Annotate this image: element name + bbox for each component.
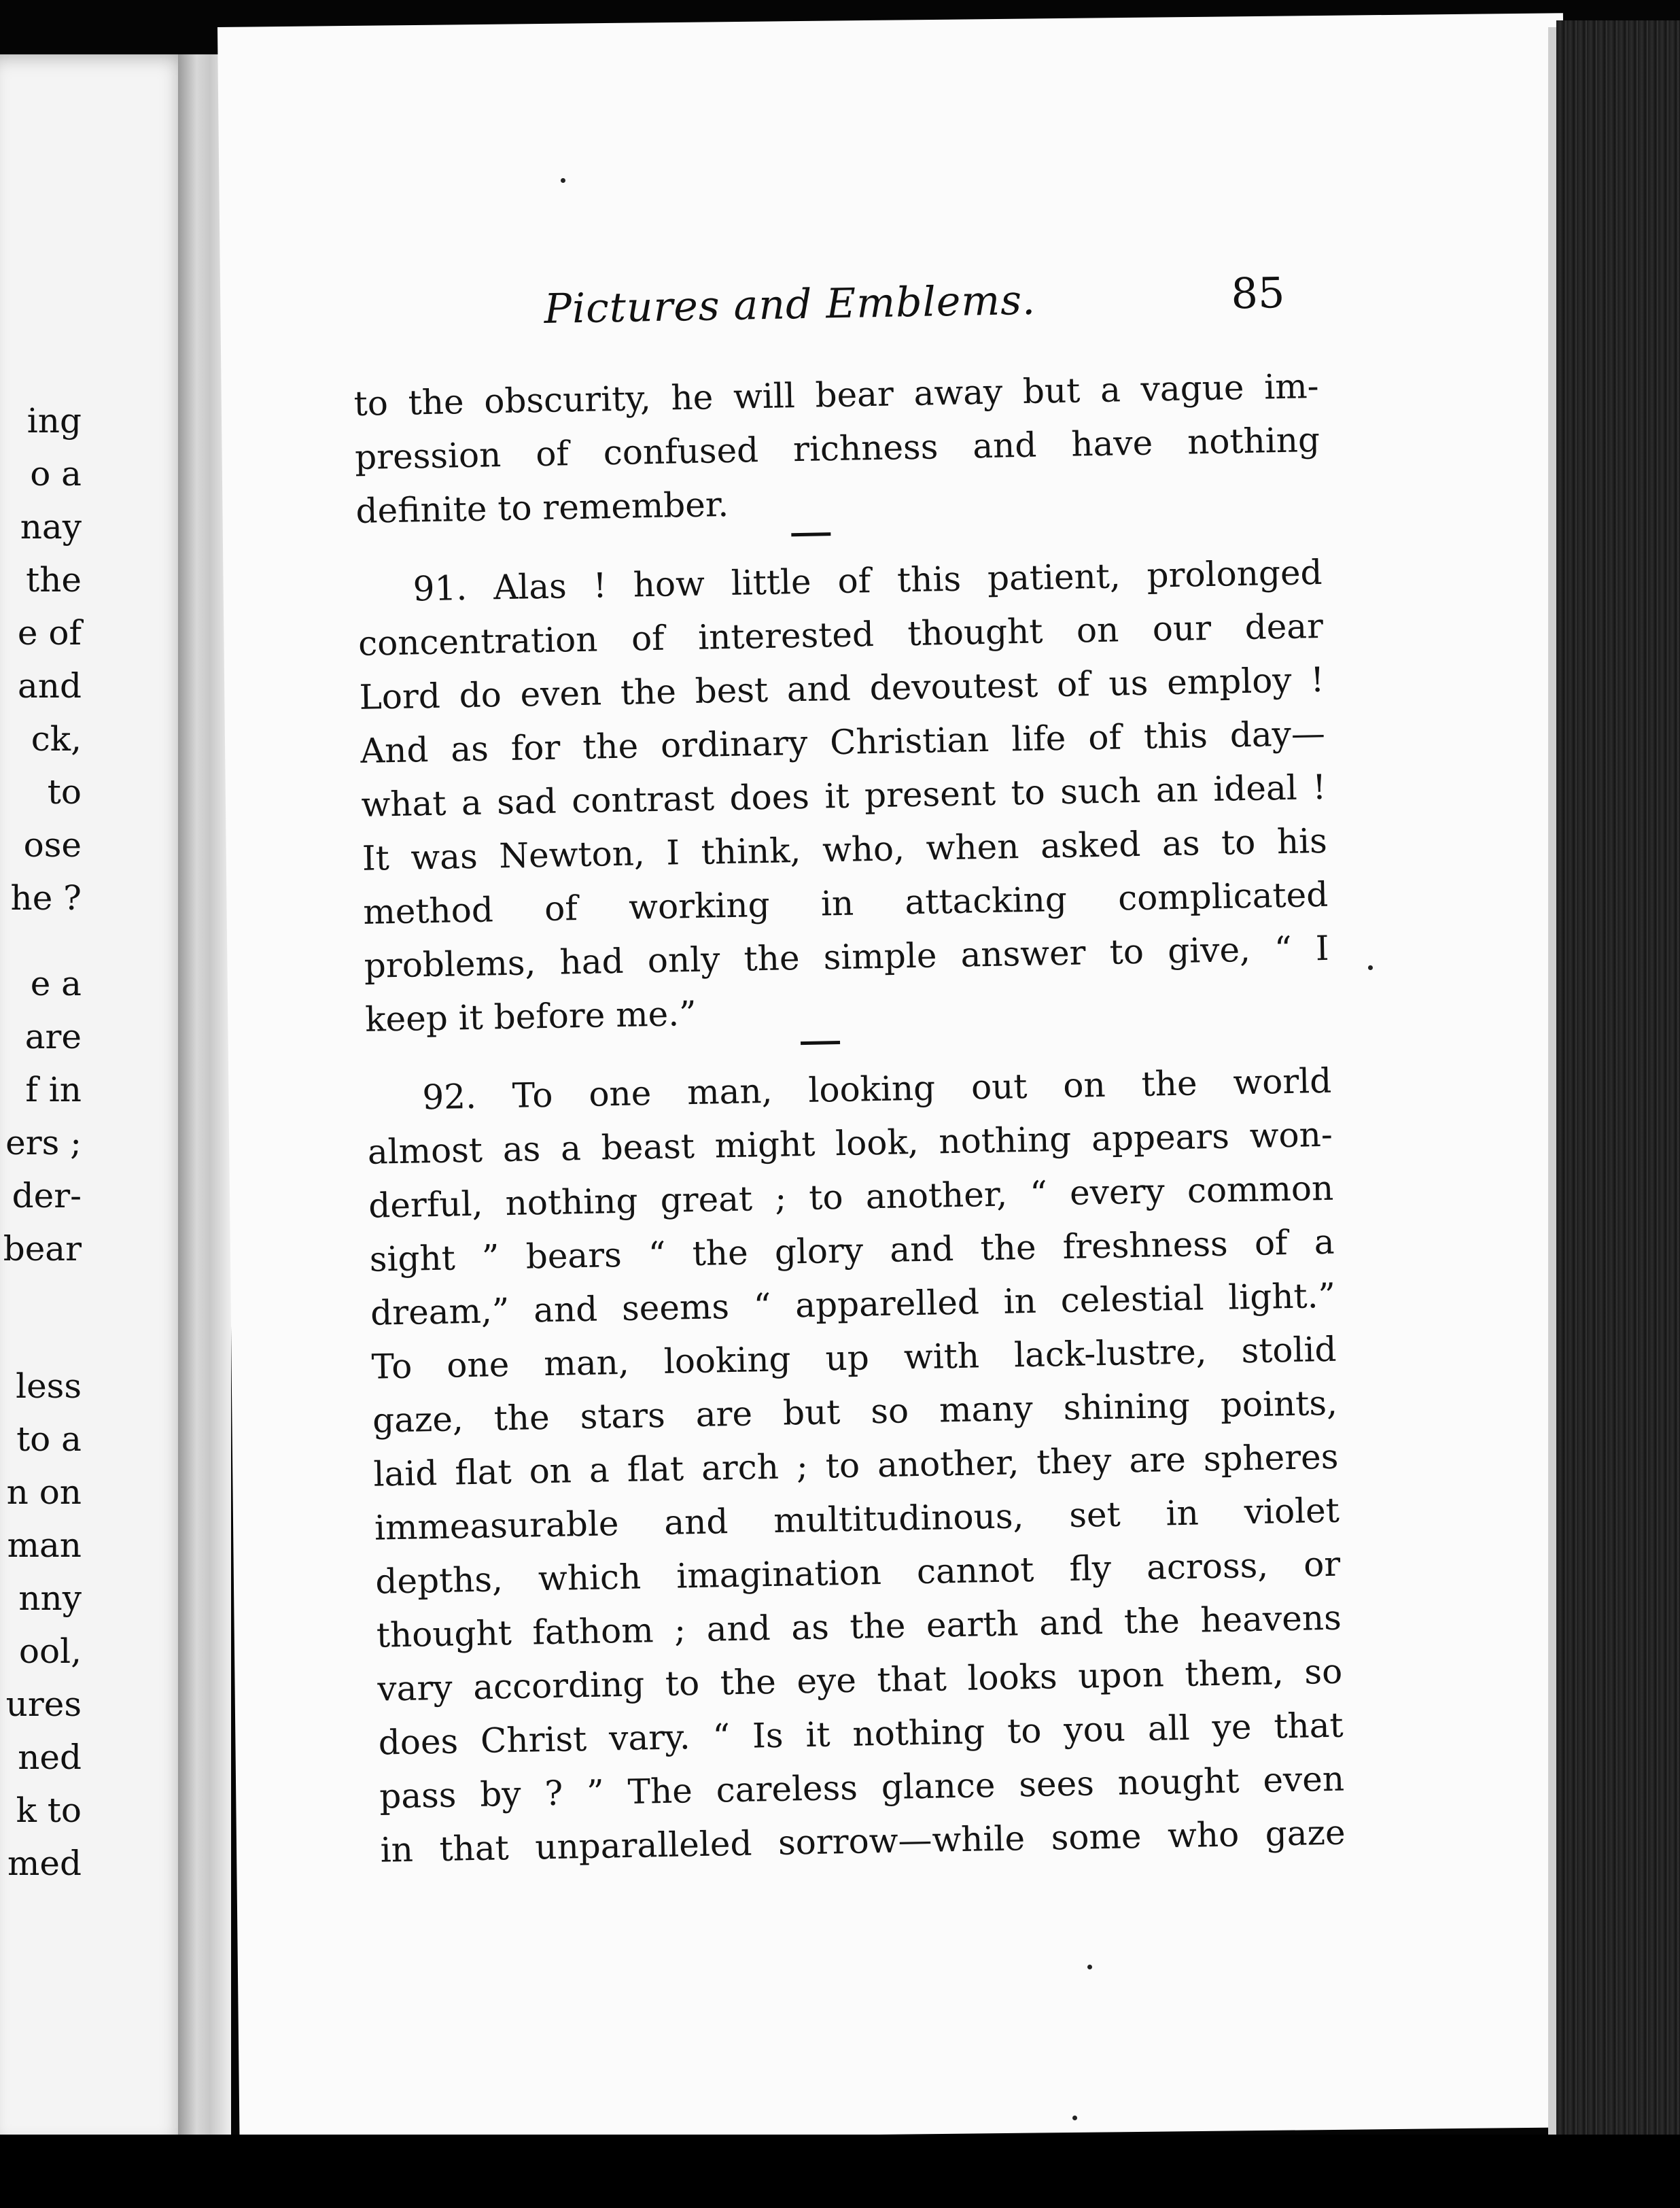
- left-fragment: o a: [30, 454, 82, 494]
- text-line: immeasurable and multitudinous, set in violet: [374, 1490, 1340, 1548]
- book-cover-edge: [1556, 20, 1680, 2162]
- text-line: It was Newton, I think, who, when asked as to his: [362, 821, 1328, 878]
- left-fragment: ck,: [31, 719, 82, 759]
- text-line: gaze, the stars are but so many shining points,: [372, 1383, 1338, 1441]
- text-line: thought fathom ; and as the earth and the heavens: [376, 1598, 1342, 1655]
- text-line: in that unparalleled sorrow—while some who gaze: [380, 1812, 1346, 1870]
- text-line: does Christ vary. “ Is it nothing to you all ye that: [378, 1705, 1344, 1763]
- text-line: Lord do even the best and devoutest of us employ !: [359, 659, 1325, 717]
- left-fragment: less: [16, 1366, 82, 1406]
- text-line: And as for the ordinary Christian life of this day—: [360, 713, 1326, 771]
- text-line: 91. Alas ! how little of this patient, prolonged: [413, 552, 1323, 609]
- left-fragment: are: [24, 1017, 82, 1056]
- section-divider: [791, 532, 830, 536]
- left-fragment: nay: [20, 507, 82, 547]
- section-divider: [801, 1041, 840, 1045]
- continuation-paragraph: [353, 360, 1321, 538]
- left-fragment: e of: [17, 613, 82, 653]
- left-fragment: e a: [30, 964, 82, 1003]
- left-fragment: ose: [23, 825, 82, 865]
- text-line: depths, which imagination cannot fly across, or: [374, 1544, 1341, 1602]
- left-fragment: der-: [12, 1176, 82, 1215]
- text-line: method of working in attacking complicated: [362, 874, 1329, 932]
- left-fragment: the: [26, 560, 82, 600]
- text-line: To one man, looking up with lack-lustre, stolid: [371, 1329, 1337, 1387]
- left-fragment: med: [7, 1844, 82, 1883]
- paragraph-91: [357, 546, 1331, 1047]
- paragraph-92: [366, 1054, 1346, 1878]
- left-fragment: ures: [5, 1685, 82, 1724]
- text-line: pression of confused richness and have nothing: [354, 419, 1320, 477]
- text-line: to the obscurity, he will bear away but a vague im-: [353, 366, 1320, 424]
- left-fragment: he ?: [10, 878, 82, 918]
- left-fragment: man: [7, 1525, 82, 1565]
- left-fragment: f in: [25, 1070, 82, 1109]
- text-line: concentration of interested thought on our dear: [357, 606, 1324, 663]
- left-fragment: ing: [27, 401, 82, 441]
- left-fragment: nny: [18, 1579, 82, 1618]
- body-text: [353, 360, 1346, 1878]
- left-fragment: ool,: [18, 1632, 82, 1671]
- text-line: pass by ? ” The careless glance sees nought even: [379, 1759, 1345, 1816]
- left-fragment: ers ;: [5, 1123, 82, 1162]
- paper-speck: [1072, 2116, 1077, 2120]
- left-fragment: ned: [18, 1738, 82, 1777]
- text-line: problems, had only the simple answer to give, “ I: [364, 928, 1330, 986]
- text-line: sight ” bears “ the glory and the freshness of a: [369, 1222, 1335, 1279]
- text-line: dream,” and seems “ apparelled in celestial light.”: [370, 1275, 1336, 1333]
- paper-speck: [561, 178, 565, 183]
- text-line: laid flat on a flat arch ; to another, they are spheres: [373, 1436, 1339, 1494]
- left-fragment: k to: [16, 1791, 82, 1830]
- left-fragment: n on: [6, 1472, 82, 1512]
- paper-speck: [1087, 1965, 1092, 1969]
- left-fragment: to: [47, 772, 82, 812]
- paper-speck: [1368, 965, 1373, 970]
- left-fragment: bear: [3, 1229, 82, 1269]
- text-line: 92. To one man, looking out on the world: [421, 1060, 1332, 1118]
- text-line: vary according to the eye that looks upon them, so: [377, 1651, 1343, 1709]
- text-line: almost as a beast might look, nothing appears won-: [367, 1114, 1333, 1172]
- left-fragment: to a: [16, 1419, 82, 1459]
- page-number: 85: [1230, 268, 1286, 319]
- scan-background: [0, 2135, 1680, 2208]
- left-fragment: and: [17, 666, 82, 706]
- text-line: definite to remember.: [355, 484, 729, 531]
- text-line: what a sad contrast does it present to such an ideal !: [360, 767, 1327, 825]
- running-title: Pictures and Emblems.: [544, 276, 1036, 333]
- text-line: derful, nothing great ; to another, “ every common: [368, 1168, 1334, 1226]
- text-line: keep it before me.”: [364, 993, 697, 1039]
